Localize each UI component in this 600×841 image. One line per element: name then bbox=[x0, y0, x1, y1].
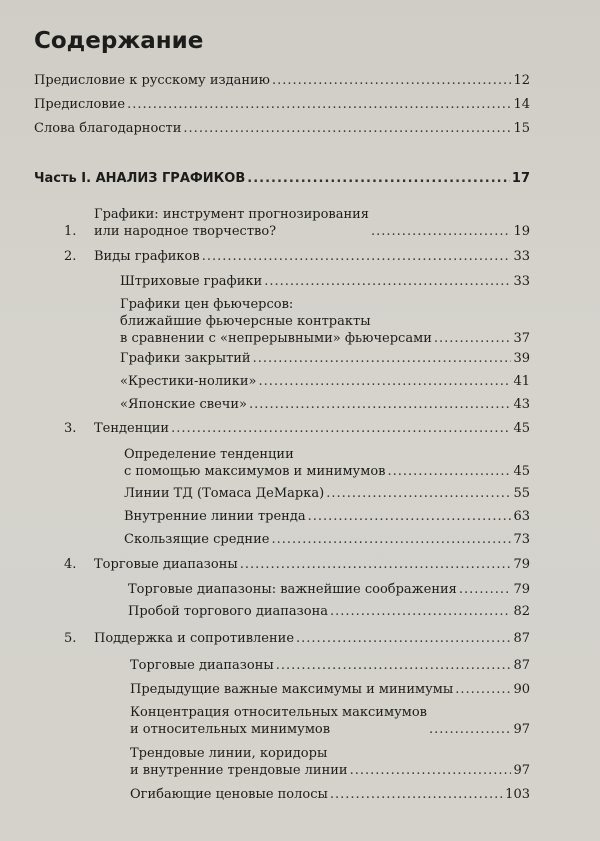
chapter-number: 4. bbox=[64, 557, 77, 572]
section-title: Предыдущие важные максимумы и минимумы bbox=[130, 682, 454, 697]
dot-leader bbox=[429, 721, 511, 738]
chapter-page: 79 bbox=[513, 557, 530, 572]
chapter-number: 1. bbox=[64, 224, 77, 239]
dot-leader bbox=[259, 373, 512, 390]
dot-leader bbox=[276, 657, 512, 674]
section-page: 33 bbox=[513, 274, 530, 289]
section-page: 63 bbox=[513, 509, 530, 524]
chapter-entry bbox=[64, 248, 530, 265]
chapter-page: 19 bbox=[513, 224, 530, 239]
entry-title: Предисловие bbox=[34, 97, 126, 112]
chapter-entry bbox=[64, 420, 530, 437]
chapter-title: Торговые диапазоны bbox=[94, 557, 238, 572]
section-title: Трендовые линии, коридоры и внутренние трендовые линии bbox=[130, 746, 348, 778]
section-entry bbox=[120, 350, 530, 367]
entry-title: Слова благодарности bbox=[34, 121, 182, 136]
chapter-page: 33 bbox=[513, 249, 530, 264]
dot-leader bbox=[202, 248, 512, 265]
entry-page: 12 bbox=[513, 73, 530, 88]
section-entry bbox=[124, 446, 530, 480]
section-page: 87 bbox=[513, 658, 530, 673]
section-page: 73 bbox=[513, 532, 530, 547]
chapter-entry bbox=[64, 630, 530, 647]
section-page: 103 bbox=[505, 787, 530, 802]
section-title: Внутренние линии тренда bbox=[124, 509, 306, 524]
dot-leader bbox=[434, 330, 512, 347]
chapter-entry bbox=[64, 556, 530, 573]
section-entry bbox=[124, 531, 530, 548]
page-title: Содержание bbox=[34, 28, 204, 54]
section-page: 55 bbox=[513, 486, 530, 501]
part-heading bbox=[34, 170, 530, 187]
chapter-title: Тенденции bbox=[94, 421, 170, 436]
toc-entry bbox=[34, 96, 530, 113]
entry-page: 14 bbox=[513, 97, 530, 112]
section-entry bbox=[120, 273, 530, 290]
section-title: Скользящие средние bbox=[124, 532, 270, 547]
dot-leader bbox=[240, 556, 512, 573]
section-title: Линии ТД (Томаса ДеМарка) bbox=[124, 486, 325, 501]
toc-entry bbox=[34, 72, 530, 89]
chapter-number: 2. bbox=[64, 249, 77, 264]
entry-page: 15 bbox=[513, 121, 530, 136]
section-page: 97 bbox=[513, 763, 530, 778]
section-title: Пробой торгового диапазона bbox=[128, 604, 328, 619]
section-entry bbox=[130, 745, 530, 779]
chapter-page: 87 bbox=[513, 631, 530, 646]
section-title: «Японские свечи» bbox=[120, 397, 248, 412]
dot-leader bbox=[326, 485, 511, 502]
section-title: «Крестики-нолики» bbox=[120, 374, 257, 389]
part-title: Часть I. АНАЛИЗ ГРАФИКОВ bbox=[34, 171, 246, 186]
dot-leader bbox=[264, 273, 511, 290]
section-title: Определение тенденции с помощью максимумов и минимумов bbox=[124, 447, 386, 479]
dot-leader bbox=[350, 762, 512, 779]
section-entry bbox=[130, 786, 530, 803]
chapter-title: Графики: инструмент прогнозирования или народное творчество? bbox=[94, 207, 370, 239]
dot-leader bbox=[253, 350, 512, 367]
chapter-page: 45 bbox=[513, 421, 530, 436]
section-entry bbox=[130, 681, 530, 698]
dot-leader bbox=[387, 463, 511, 480]
toc-entry bbox=[34, 120, 530, 137]
dot-leader bbox=[296, 630, 511, 647]
section-page: 43 bbox=[513, 397, 530, 412]
section-page: 82 bbox=[513, 604, 530, 619]
dot-leader bbox=[183, 120, 511, 137]
section-title: Торговые диапазоны bbox=[130, 658, 274, 673]
section-entry bbox=[124, 508, 530, 525]
dot-leader bbox=[330, 603, 511, 620]
dot-leader bbox=[127, 96, 511, 113]
section-page: 39 bbox=[513, 351, 530, 366]
section-entry bbox=[130, 657, 530, 674]
dot-leader bbox=[455, 681, 511, 698]
chapter-entry bbox=[64, 206, 530, 240]
dot-leader bbox=[459, 581, 512, 598]
section-title: Огибающие ценовые полосы bbox=[130, 787, 328, 802]
section-entry bbox=[128, 581, 530, 598]
dot-leader bbox=[272, 72, 511, 89]
section-title: Штриховые графики bbox=[120, 274, 263, 289]
section-entry bbox=[120, 396, 530, 413]
dot-leader bbox=[371, 223, 511, 240]
section-entry bbox=[120, 373, 530, 390]
section-title: Торговые диапазоны: важнейшие соображения bbox=[128, 582, 457, 597]
section-entry bbox=[120, 296, 530, 347]
chapter-title: Виды графиков bbox=[94, 249, 200, 264]
section-page: 97 bbox=[513, 722, 530, 737]
dot-leader bbox=[330, 786, 503, 803]
entry-title: Предисловие к русскому изданию bbox=[34, 73, 270, 88]
section-page: 37 bbox=[513, 331, 530, 346]
chapter-number: 5. bbox=[64, 631, 77, 646]
section-title: Графики закрытий bbox=[120, 351, 251, 366]
section-title: Графики цен фьючерсов: ближайшие фьючерсные контракты в сравнении с «непрерывными» фьючерсами bbox=[120, 297, 432, 346]
dot-leader bbox=[308, 508, 512, 525]
section-entry bbox=[124, 485, 530, 502]
dot-leader bbox=[171, 420, 511, 437]
chapter-title: Поддержка и сопротивление bbox=[94, 631, 295, 646]
section-entry bbox=[128, 603, 530, 620]
part-page: 17 bbox=[511, 171, 530, 186]
section-entry bbox=[130, 704, 530, 738]
chapter-number: 3. bbox=[64, 421, 77, 436]
section-page: 41 bbox=[513, 374, 530, 389]
section-page: 79 bbox=[513, 582, 530, 597]
section-title: Концентрация относительных максимумов и относительных минимумов bbox=[130, 705, 427, 737]
dot-leader bbox=[249, 396, 511, 413]
section-page: 90 bbox=[513, 682, 530, 697]
dot-leader bbox=[247, 170, 510, 187]
section-page: 45 bbox=[513, 464, 530, 479]
dot-leader bbox=[271, 531, 511, 548]
